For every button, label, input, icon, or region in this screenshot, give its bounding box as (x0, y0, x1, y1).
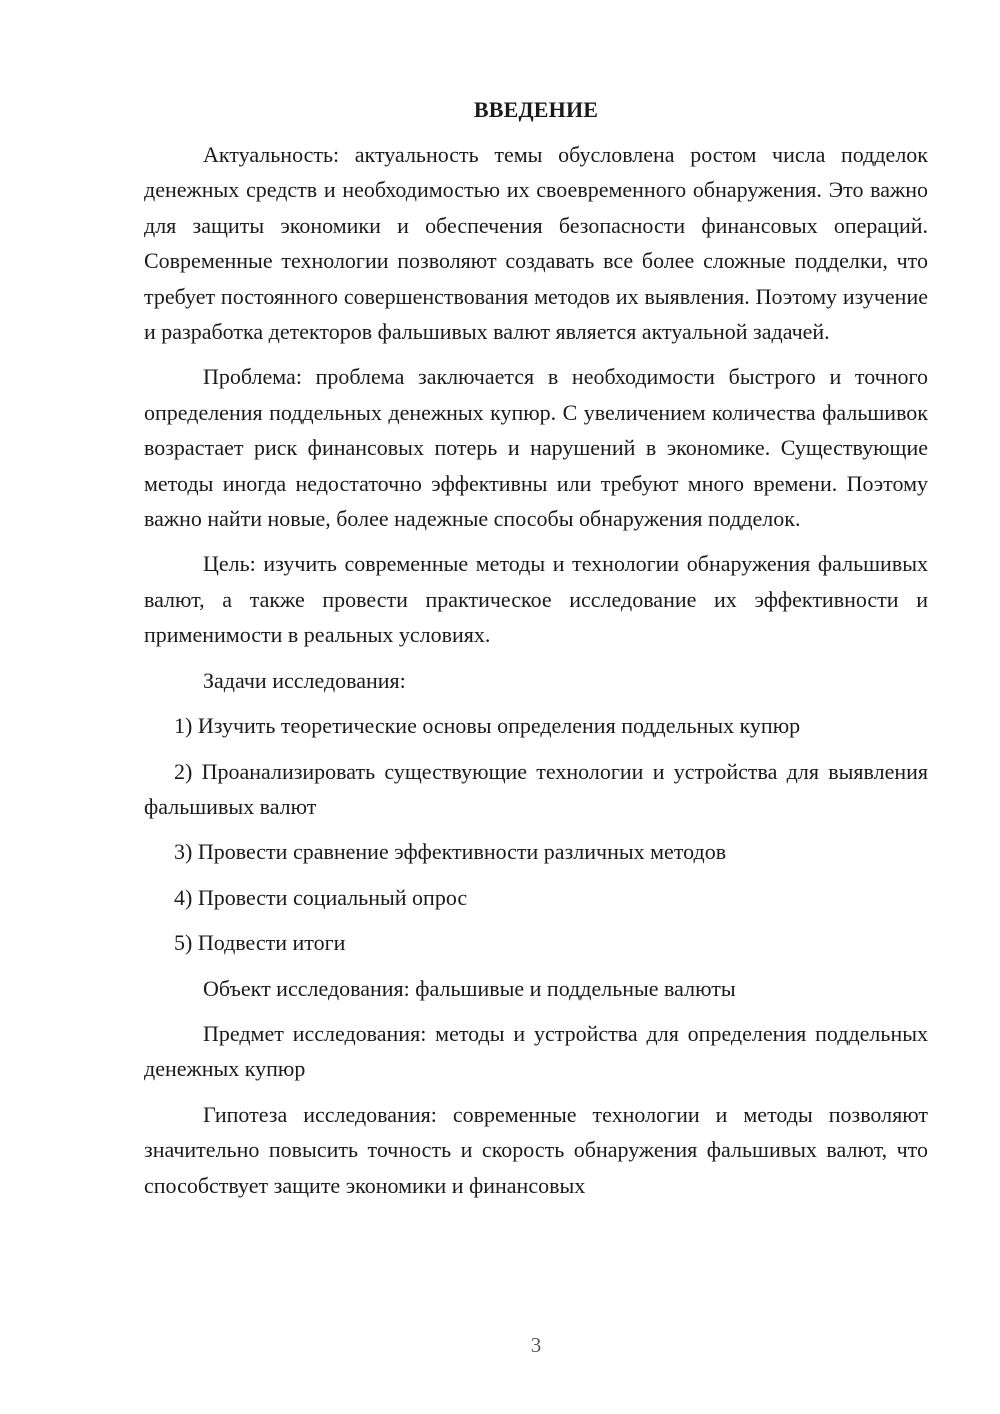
task-item-5: 5) Подвести итоги (174, 930, 346, 956)
hypothesis-paragraph: Гипотеза исследования: современные технологии и методы позволяют значительно повысить точность и скорость обнаружения фальшивых валют, что способствует защите экономики и финансовых (144, 1101, 928, 1198)
task-item-4: 4) Провести социальный опрос (174, 884, 468, 910)
problem-paragraph: Проблема: проблема заключается в необходимости быстрого и точного определения поддельных денежных купюр. С увеличением количества фальшивок возрастает риск финансовых потерь и нарушений в экономике. Существующие методы иногда недостаточно эффективны или требуют много времени. Поэтому важно найти новые, более надежные способы обнаружения подделок. (144, 364, 928, 532)
goal-paragraph: Цель: изучить современные методы и технологии обнаружения фальшивых валют, а также провести практическое исследование их эффективности и применимости в реальных условиях. (144, 551, 928, 648)
page-number: 3 (530, 1333, 542, 1357)
tasks-title: Задачи исследования: (203, 667, 406, 693)
section-heading: ВВЕДЕНИЕ (473, 97, 599, 122)
task-item-1: 1) Изучить теоретические основы определения поддельных купюр (174, 713, 801, 739)
relevance-paragraph: Актуальность: актуальность темы обусловлена ростом числа подделок денежных средств и необходимостью их своевременного обнаружения. Это важно для защиты экономики и обеспечения безопасности финансовых операций. Современные технологии позволяют создавать все более сложные подделки, что требует постоянного совершенствования методов их выявления. Поэтому изучение и разработка детекторов фальшивых валют является актуальной задачей. (144, 142, 928, 345)
subject-paragraph: Предмет исследования: методы и устройства для определения поддельных денежных купюр (144, 1020, 928, 1082)
object-paragraph: Объект исследования: фальшивые и поддельные валюты (203, 975, 736, 1001)
document-page (144, 93, 928, 1203)
task-item-3: 3) Провести сравнение эффективности различных методов (174, 839, 727, 865)
task-item-2: 2) Проанализировать существующие технологии и устройства для выявления фальшивых валют (144, 758, 928, 819)
